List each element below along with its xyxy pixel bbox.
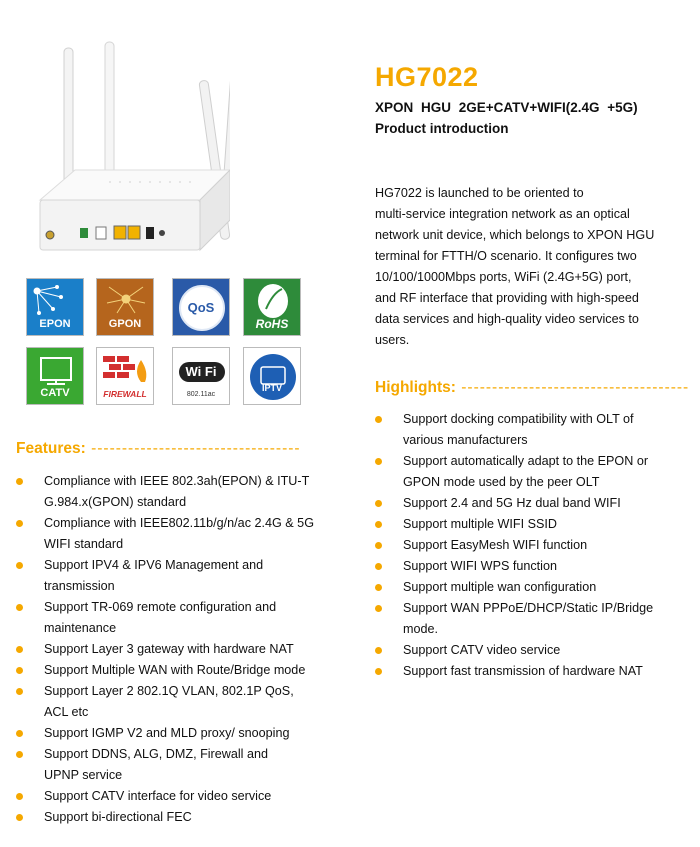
features-list bbox=[16, 471, 346, 828]
features-item-line: transmission bbox=[44, 579, 115, 593]
highlights-item-line: various manufacturers bbox=[403, 433, 528, 447]
iptv-icon: IPTV bbox=[243, 347, 301, 405]
wifi-icon: Wi Fi 802.11ac bbox=[172, 347, 230, 405]
highlights-item-line: Support CATV video service bbox=[403, 643, 561, 657]
features-item-line: Compliance with IEEE802.11b/g/n/ac 2.4G & 5G bbox=[44, 516, 314, 530]
features-item-line: WIFI standard bbox=[44, 537, 124, 551]
features-item bbox=[16, 807, 346, 828]
bullet-icon bbox=[16, 814, 23, 821]
features-item-line: Support CATV interface for video service bbox=[44, 789, 272, 803]
features-item-line: Compliance with IEEE 802.3ah(EPON) & ITU-T bbox=[44, 474, 310, 488]
bullet-icon bbox=[375, 605, 382, 612]
features-item-line: Support Layer 2 802.1Q VLAN, 802.1P QoS, bbox=[44, 684, 294, 698]
highlights-item-line: mode. bbox=[403, 622, 439, 636]
highlights-item-line: Support fast transmission of hardware NAT bbox=[403, 664, 643, 678]
description-line: and RF interface that providing with high-speed bbox=[375, 291, 639, 305]
bullet-icon bbox=[16, 562, 23, 569]
qos-icon: QoS bbox=[172, 278, 230, 336]
rohs-icon: RoHS bbox=[243, 278, 301, 336]
features-item bbox=[16, 597, 346, 639]
product-description bbox=[375, 183, 658, 351]
firewall-icon: FIREWALL bbox=[96, 347, 154, 405]
highlights-item bbox=[375, 514, 675, 535]
bullet-icon bbox=[375, 647, 382, 654]
highlights-item bbox=[375, 556, 675, 577]
highlights-item bbox=[375, 451, 675, 493]
features-item bbox=[16, 786, 346, 807]
features-item bbox=[16, 660, 346, 681]
features-item bbox=[16, 681, 346, 723]
bullet-icon bbox=[16, 793, 23, 800]
highlights-item-line: Support WAN PPPoE/DHCP/Static IP/Bridge bbox=[403, 601, 654, 615]
bullet-icon bbox=[375, 458, 382, 465]
highlights-item bbox=[375, 640, 675, 661]
bullet-icon bbox=[16, 730, 23, 737]
bullet-icon bbox=[375, 542, 382, 549]
epon-icon: EPON bbox=[26, 278, 84, 336]
features-item bbox=[16, 639, 346, 660]
router-image bbox=[30, 40, 230, 270]
highlights-item-line: GPON mode used by the peer OLT bbox=[403, 475, 600, 489]
features-item bbox=[16, 471, 346, 513]
product-subtitle: XPON HGU 2GE+CATV+WIFI(2.4G +5G) bbox=[375, 100, 638, 115]
description-line: network unit device, which belongs to XPON HGU bbox=[375, 228, 655, 242]
highlights-item-line: Support WIFI WPS function bbox=[403, 559, 557, 573]
bullet-icon bbox=[16, 667, 23, 674]
highlights-item bbox=[375, 535, 675, 556]
features-item bbox=[16, 555, 346, 597]
highlights-item bbox=[375, 409, 675, 451]
bullet-icon bbox=[16, 478, 23, 485]
bullet-icon bbox=[16, 688, 23, 695]
features-item-line: maintenance bbox=[44, 621, 117, 635]
bullet-icon bbox=[375, 668, 382, 675]
description-line: data services and high-quality video services to bbox=[375, 312, 639, 326]
product-introduction-heading: Product introduction bbox=[375, 121, 509, 136]
highlights-item bbox=[375, 661, 675, 682]
features-item-line: Support DDNS, ALG, DMZ, Firewall and bbox=[44, 747, 268, 761]
bullet-icon bbox=[16, 604, 23, 611]
description-line: 10/100/1000Mbps ports, WiFi (2.4G+5G) port, bbox=[375, 270, 632, 284]
bullet-icon bbox=[375, 500, 382, 507]
highlights-list bbox=[375, 409, 675, 682]
features-heading: Features: ---------------------------------- bbox=[16, 440, 301, 457]
highlights-item-line: Support docking compatibility with OLT of bbox=[403, 412, 634, 426]
gpon-icon: GPON bbox=[96, 278, 154, 336]
highlights-item-line: Support 2.4 and 5G Hz dual band WIFI bbox=[403, 496, 621, 510]
features-item bbox=[16, 723, 346, 744]
highlights-item-line: Support EasyMesh WIFI function bbox=[403, 538, 588, 552]
highlights-item bbox=[375, 577, 675, 598]
bullet-icon bbox=[375, 563, 382, 570]
features-item-line: Support TR-069 remote configuration and bbox=[44, 600, 277, 614]
highlights-item-line: Support multiple wan configuration bbox=[403, 580, 597, 594]
bullet-icon bbox=[375, 416, 382, 423]
bullet-icon bbox=[16, 520, 23, 527]
bullet-icon bbox=[16, 646, 23, 653]
features-item-line: Support Layer 3 gateway with hardware NAT bbox=[44, 642, 294, 656]
catv-icon: CATV bbox=[26, 347, 84, 405]
bullet-icon bbox=[375, 521, 382, 528]
features-item bbox=[16, 513, 346, 555]
description-line: users. bbox=[375, 333, 410, 347]
product-title: HG7022 bbox=[375, 62, 479, 92]
highlights-heading: Highlights: ------------------------------------- bbox=[375, 379, 690, 396]
features-item-line: G.984.x(GPON) standard bbox=[44, 495, 187, 509]
features-item-line: Support Multiple WAN with Route/Bridge mode bbox=[44, 663, 306, 677]
features-item-line: Support IGMP V2 and MLD proxy/ snooping bbox=[44, 726, 290, 740]
bullet-icon bbox=[16, 751, 23, 758]
bullet-icon bbox=[375, 584, 382, 591]
highlights-item-line: Support multiple WIFI SSID bbox=[403, 517, 557, 531]
features-item bbox=[16, 744, 346, 786]
features-item-line: UPNP service bbox=[44, 768, 123, 782]
features-item-line: ACL etc bbox=[44, 705, 89, 719]
features-item-line: Support bi-directional FEC bbox=[44, 810, 192, 824]
description-line: terminal for FTTH/O scenario. It configures two bbox=[375, 249, 637, 263]
description-line: HG7022 is launched to be oriented to bbox=[375, 186, 584, 200]
description-line: multi-service integration network as an optical bbox=[375, 207, 630, 221]
highlights-item bbox=[375, 598, 675, 640]
features-item-line: Support IPV4 & IPV6 Management and bbox=[44, 558, 264, 572]
highlights-item-line: Support automatically adapt to the EPON or bbox=[403, 454, 649, 468]
highlights-item bbox=[375, 493, 675, 514]
